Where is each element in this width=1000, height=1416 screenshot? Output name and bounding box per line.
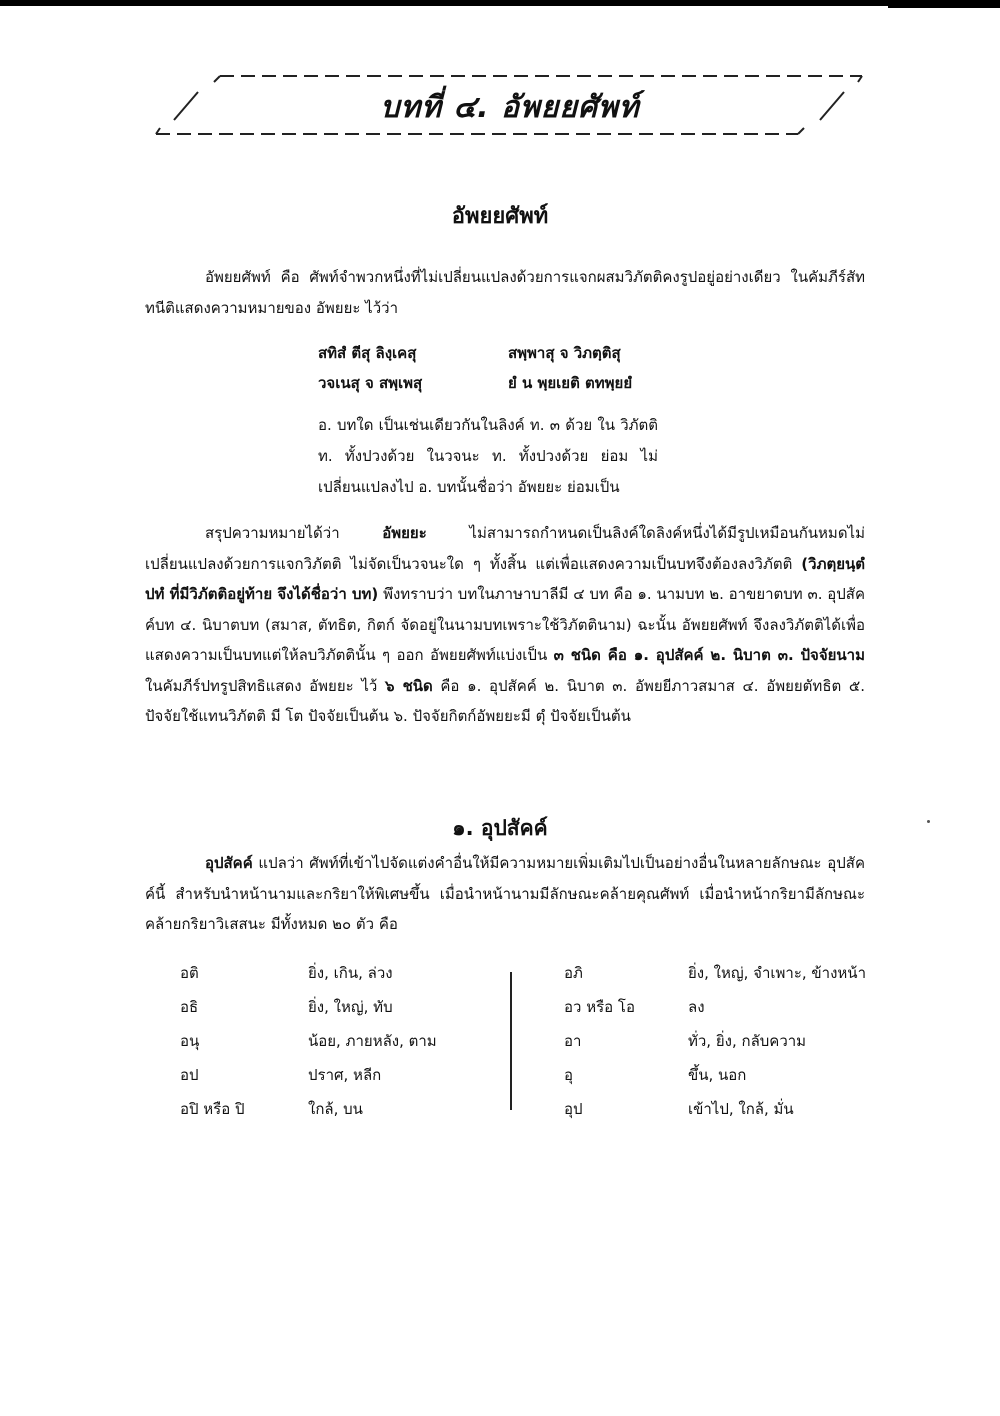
summary-text: คือ ๑. อุปสัคค์ ๒. นิบาต ๓. อัพยยีภาวสมาส ๔. อัพยยตัทธิต ๕. ปัจจัยใช้แทนวิภัตติ มี โต ปัจจัยเป็นต้น ๖. ปัจจัยกิตก์อัพยยะมี ตุํ ปัจจัยเป็นต้น bbox=[145, 676, 865, 725]
verse-part: สทิสํ ตีสุ ลิงฺเคสุ bbox=[318, 344, 417, 362]
prefix-meaning: ยิ่ง, เกิน, ล่วง bbox=[308, 964, 393, 982]
prefix-term: อปิ หรือ ปิ bbox=[180, 1100, 245, 1118]
chapter-banner bbox=[150, 70, 870, 142]
verse-part: สพฺพาสุ จ วิภตฺติสุ bbox=[508, 344, 621, 362]
verse-part: ยํ น พฺยเยติ ตทพฺยยํ bbox=[508, 374, 633, 392]
prefix-term: อติ bbox=[180, 964, 199, 982]
section-title-abyaya: อัพยยศัพท์ bbox=[451, 204, 549, 229]
prefix-meaning: ปราศ, หลีก bbox=[308, 1066, 382, 1084]
section-title-upasagga: ๑. อุปสัคค์ bbox=[452, 816, 548, 840]
upasagga-paragraph bbox=[145, 848, 865, 940]
prefix-term: อุป bbox=[564, 1100, 583, 1118]
summary-bold: อัพยยะ bbox=[382, 524, 427, 542]
scan-top-border-right bbox=[888, 0, 1000, 8]
prefix-meaning: เข้าไป, ใกล้, มั่น bbox=[688, 1100, 794, 1118]
prefix-term: อภิ bbox=[564, 964, 583, 982]
upasagga-text: แปลว่า ศัพท์ที่เข้าไปจัดแต่งคำอื่นให้มีความหมายเพิ่มเติมไปเป็นอย่างอื่นในหลายลักษณะ อุปสัคค์นี้ สำหรับนำหน้านามและกริยาให้พิเศษขึ้น เมื่อนำหน้านามมีลักษณะคล้ายคุณศัพท์ เมื่อนำหน้ากริยามีลักษณะคล้ายกริยาวิเสสนะ มีทั้งหมด ๒๐ ตัว คือ bbox=[145, 854, 865, 933]
prefix-term: อุ bbox=[564, 1066, 574, 1084]
verse-line bbox=[318, 338, 678, 368]
prefix-meaning: ใกล้, บน bbox=[308, 1100, 363, 1118]
intro-paragraph bbox=[145, 262, 865, 323]
summary-text: ในคัมภีร์ปทรูปสิทธิแสดง อัพยยะ ไว้ bbox=[145, 676, 385, 695]
prefix-term: อธิ bbox=[180, 998, 199, 1016]
prefix-meaning: ทั่ว, ยิ่ง, กลับความ bbox=[688, 1032, 807, 1050]
prefix-term: อนุ bbox=[180, 1032, 200, 1050]
prefix-meaning: ขึ้น, นอก bbox=[688, 1066, 747, 1084]
prefix-meaning: ลง bbox=[688, 998, 705, 1016]
summary-paragraph bbox=[145, 518, 865, 732]
prefix-meaning: ยิ่ง, ใหญ่, ทับ bbox=[308, 998, 393, 1016]
summary-bold: ๓ ชนิด คือ ๑. อุปสัคค์ ๒. นิบาต ๓. ปัจจัยนาม bbox=[553, 646, 865, 664]
prefix-term: อป bbox=[180, 1066, 199, 1084]
upasagga-bold: อุปสัคค์ bbox=[205, 854, 253, 872]
column-divider bbox=[510, 972, 512, 1110]
scan-top-border bbox=[0, 0, 1000, 6]
summary-text: พึงทราบว่า บทในภาษาบาลีมี ๔ บท คือ ๑. นามบท ๒. อาขยาตบท ๓. อุปสัคค์บท ๔. นิบาตบท (สมาส, ตัทธิต, กิตก์ จัดอยู่ในนามบทเพราะใช้วิภัตตินาม) ฉะนั้น อัพยยศัพท์ จึงลงวิภัตติได้เพื่อแสดงความเป็นบทแต่ให้ลบวิภัตตินั้น ๆ ออก อัพยยศัพท์แบ่งเป็น bbox=[145, 585, 865, 664]
prefix-meaning: ยิ่ง, ใหญ่, จำเพาะ, ข้างหน้า bbox=[688, 964, 866, 982]
chapter-title: บทที่ ๔. อัพยยศัพท์ bbox=[380, 90, 640, 125]
summary-text: ไม่สามารถกำหนดเป็นลิงค์ใดลิงค์หนึ่งได้มีรูปเหมือนกันหมดไม่เปลี่ยนแปลงด้วยการแจกวิภัตติ ไม่จัดเป็นวจนะใด ๆ ทั้งสิ้น แต่เพื่อแสดงความเป็นบทจึงต้องลงวิภัตติ bbox=[145, 524, 865, 573]
summary-bold: (วิภตฺยนฺตํ ปทํ ที่มีวิภัตติอยู่ท้าย จึงได้ชื่อว่า บท) bbox=[145, 554, 865, 603]
intro-text: อัพยยศัพท์ คือ ศัพท์จำพวกหนึ่งที่ไม่เปลี่ยนแปลงด้วยการแจกผสมวิภัตติคงรูปอยู่อย่างเดียว ในคัมภีร์สัททนีติแสดงความหมายของ อัพยยะ ไว้ว่า bbox=[145, 268, 865, 317]
prefix-meaning: น้อย, ภายหลัง, ตาม bbox=[308, 1032, 437, 1050]
verse-translation: อ. บทใด เป็นเช่นเดียวกันในลิงค์ ท. ๓ ด้วย ใน วิภัตติ ท. ทั้งปวงด้วย ในวจนะ ท. ทั้งปวงด้วย ย่อม ไม่เปลี่ยนแปลงไป อ. บทนั้นชื่อว่า อัพยยะ ย่อมเป็น bbox=[318, 416, 658, 496]
prefix-term: อา bbox=[564, 1032, 582, 1050]
summary-bold: ๖ ชนิด bbox=[384, 676, 433, 695]
verse-line bbox=[318, 368, 678, 398]
verse-part: วจเนสุ จ สพฺเพสุ bbox=[318, 374, 423, 392]
pali-verse bbox=[318, 338, 678, 398]
summary-text: สรุปความหมายได้ว่า bbox=[205, 524, 383, 542]
prefix-term: อว หรือ โอ bbox=[564, 998, 635, 1016]
